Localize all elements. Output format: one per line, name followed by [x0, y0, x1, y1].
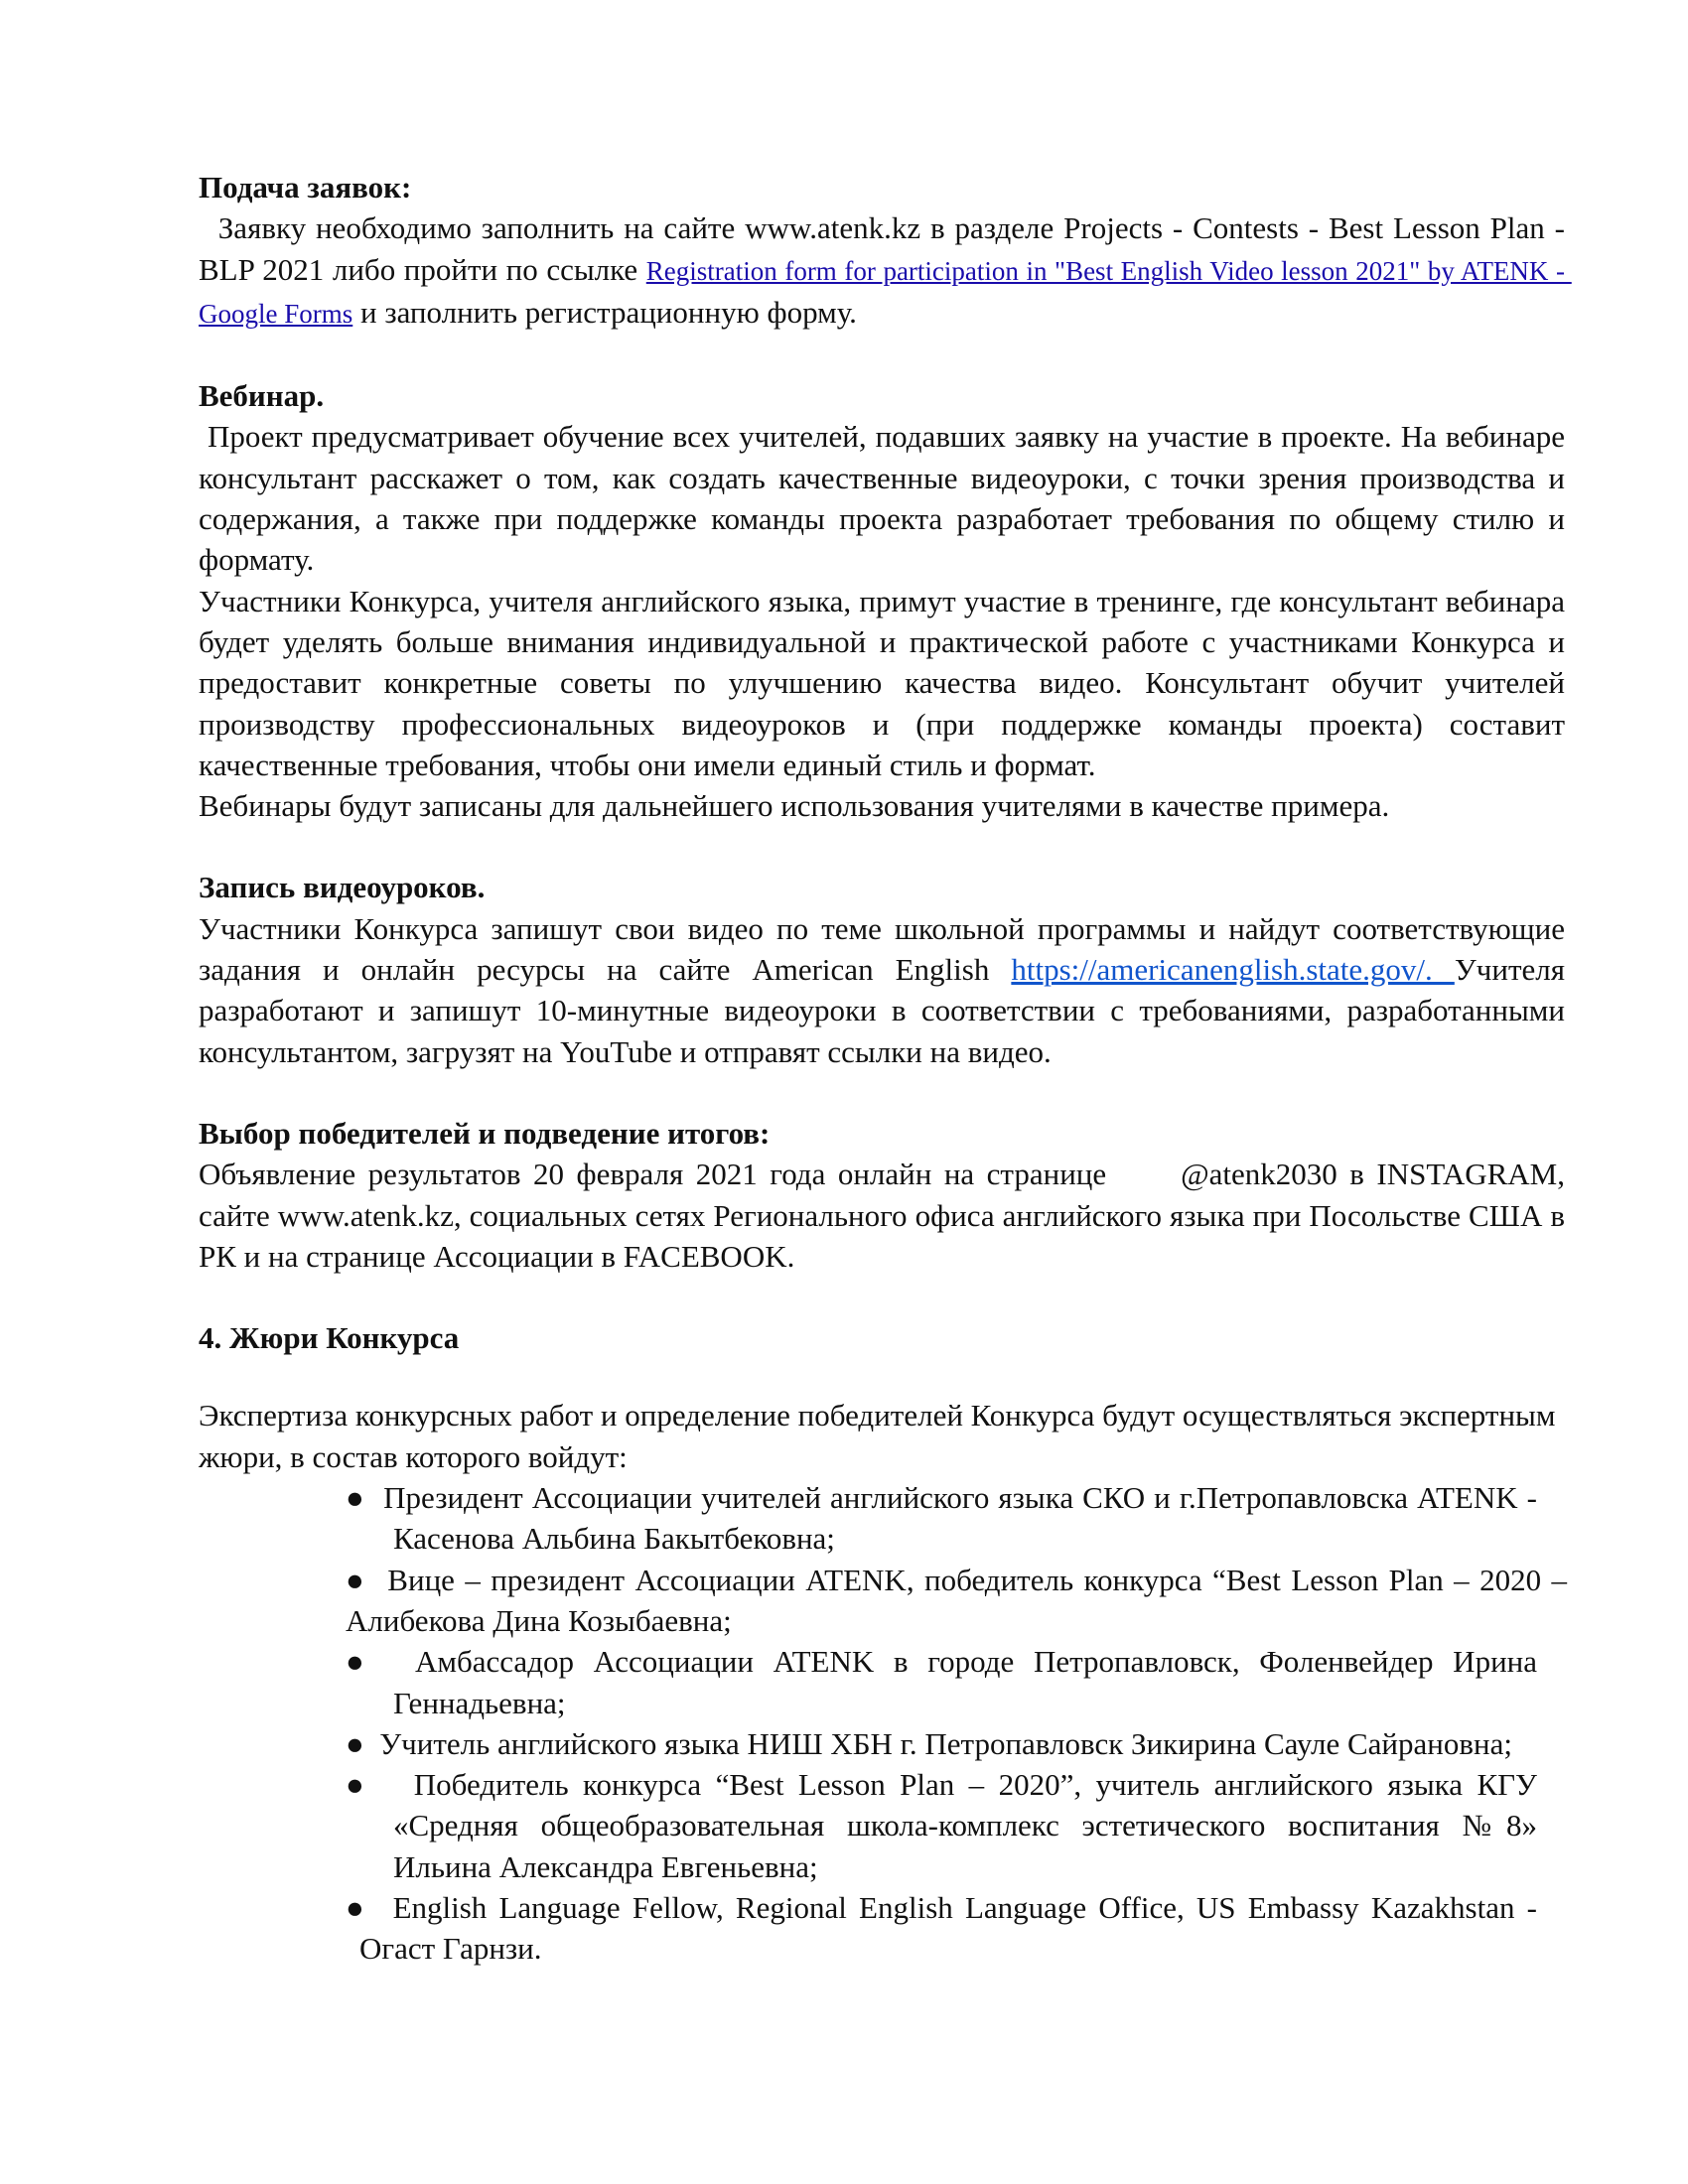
bullet-icon: ● [346, 1644, 376, 1680]
jury-member-text: Вице – президент Ассоциации ATENK, победитель конкурса “Best Lesson Plan – 2020 – Алибекова Дина Козыбаевна; [346, 1562, 1568, 1638]
spacer [199, 1072, 1565, 1113]
bullet-icon: ● [346, 1889, 369, 1925]
recording-heading: Запись видеоуроков. [199, 870, 486, 905]
spacer [199, 1277, 1565, 1317]
jury-member [346, 1887, 1537, 1970]
american-english-link[interactable]: https://americanenglish.state.gov/. [1011, 952, 1455, 988]
bullet-icon: ● [346, 1562, 367, 1597]
webinar-paragraph-2: Участники Конкурса, учителя английского языка, примут участие в тренинге, где консультант вебинара будет уделять больше внимания индивидуальной и практической работе с участниками Конкурса и предоставит конкретные советы по улучшению качества видео. Консультант обучит учителей производству профессиональных видеоуроков и (при поддержке команды проекта) составит качественные требования, чтобы они имели единый стиль и формат. [199, 583, 1565, 782]
webinar-heading: Вебинар. [199, 378, 325, 414]
bullet-icon: ● [346, 1480, 366, 1516]
jury-member [346, 1560, 1567, 1642]
recording-text-1: Участники Конкурса запишут свои видео по теме школьной программы и найдут соответствующие задания и онлайн ресурсы на сайте American English [199, 910, 1565, 988]
applications-text-1: Заявку необходимо заполнить на сайте www.atenk.kz в разделе Projects - Contests - Best Lesson Plan - BLP 2021 либо пройти по ссылке [199, 210, 1573, 287]
spacer [199, 826, 1565, 867]
jury-member-text: Победитель конкурса “Best Lesson Plan – 2020”, учитель английского языка КГУ «Средняя общеобразовательная школа-комплекс эстетического воспитания №8» Ильина Александра Евгеньевна; [393, 1767, 1538, 1884]
document-content [199, 167, 1573, 1970]
jury-member-text: English Language Fellow, Regional English Language Office, US Embassy Kazakhstan - Огаст Гарнзи. [359, 1889, 1537, 1967]
applications-paragraph [199, 207, 1573, 335]
jury-member-text: Амбассадор Ассоциации ATENK в городе Петропавловск, Фоленвейдер Ирина Геннадьевна; [393, 1644, 1538, 1720]
applications-text-2: и заполнить регистрационную форму. [352, 294, 857, 330]
applications-heading: Подача заявок: [199, 170, 412, 205]
jury-member [346, 1477, 1537, 1560]
jury-member [346, 1764, 1537, 1887]
jury-heading: 4. Жюри Конкурса [199, 1320, 460, 1356]
jury-member [346, 1641, 1537, 1723]
webinar-paragraph-1: Проект предусматривает обучение всех учителей, подавших заявку на участие в проекте. На вебинаре консультант расскажет о том, как создать качественные видеоуроки, с точки зрения производства и содержания, а также при поддержке команды проекта разработает требования по общему стилю и формату. [199, 419, 1573, 578]
jury-intro: Экспертиза конкурсных работ и определение победителей Конкурса будут осуществляться экспертным жюри, в состав которого войдут: [199, 1398, 1556, 1474]
recording-paragraph [199, 908, 1565, 1072]
jury-member-text: Президент Ассоциации учителей английского языка СКО и г.Петропавловска ATENK - Касенова Альбина Бакытбековна; [383, 1480, 1538, 1557]
recording-text-2: Учителя разработают и запишут 10-минутные видеоуроки в соответствии с требованиями, разработанными консультантом, загрузят на YouTube и отправят ссылки на видео. [199, 952, 1565, 1069]
bullet-icon: ● [346, 1767, 371, 1803]
winners-paragraph: Объявление результатов 20 февраля 2021 года онлайн на странице @atenk2030 в INSTAGRAM, сайте www.atenk.kz, социальных сетях Регионального офиса английского языка при Посольстве США в РК и на странице Ассоциации в FACEBOOK. [199, 1157, 1573, 1274]
jury-member [346, 1723, 1537, 1764]
spacer [199, 1358, 1565, 1395]
jury-list [199, 1477, 1568, 1970]
webinar-paragraph-3: Вебинары будут записаны для дальнейшего использования учителями в качестве примера. [199, 788, 1390, 824]
bullet-icon: ● [346, 1725, 364, 1761]
registration-form-link[interactable]: Registration form for participation in "Best English Video lesson 2021" by ATENK - Google Forms [199, 255, 1572, 329]
winners-heading: Выбор победителей и подведение итогов: [199, 1115, 771, 1151]
spacer [199, 335, 1565, 375]
jury-member-text: Учитель английского языка НИШ ХБН г. Петропавловск Зикирина Сауле Сайрановна; [379, 1725, 1512, 1761]
